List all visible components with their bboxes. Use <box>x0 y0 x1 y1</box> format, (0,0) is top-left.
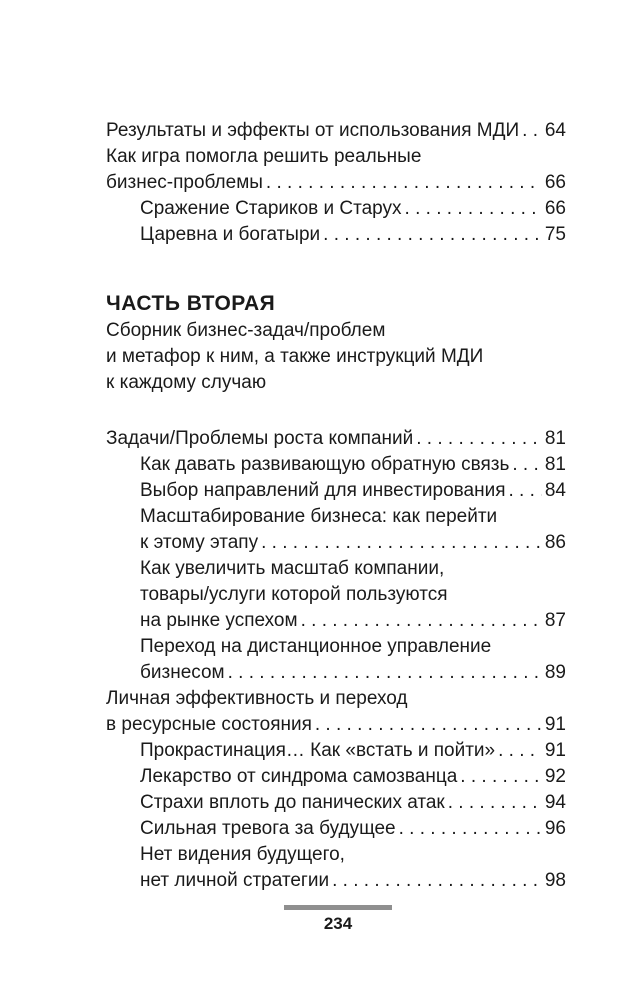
toc-entry[interactable] <box>106 556 566 634</box>
toc-entry-line <box>106 504 566 530</box>
spacer <box>106 396 566 426</box>
toc-entry-title: бизнес-проблемы <box>106 172 263 193</box>
toc-entry-line <box>106 556 566 582</box>
toc-entry-title: Личная эффективность и переход <box>106 688 408 709</box>
dot-leader <box>498 738 542 764</box>
dot-leader <box>448 790 542 816</box>
toc-entry[interactable] <box>106 196 566 222</box>
toc-entry-line <box>106 634 566 660</box>
toc-entry[interactable] <box>106 686 566 738</box>
toc-entry-line <box>106 764 566 790</box>
toc-entry[interactable] <box>106 144 566 196</box>
dot-leader <box>460 764 542 790</box>
toc-entry-line <box>106 478 566 504</box>
toc-page-number: 98 <box>544 870 566 891</box>
dot-leader <box>512 452 541 478</box>
toc-entry-line <box>106 660 566 686</box>
toc-entry-title: нет личной стратегии <box>140 870 330 891</box>
toc-entry-line <box>106 816 566 842</box>
toc-entry-title: бизнесом <box>140 662 225 683</box>
toc-entry-title: Сражение Стариков и Старух <box>140 198 402 219</box>
toc-entry[interactable] <box>106 452 566 478</box>
dot-leader <box>416 426 542 452</box>
toc-page-number: 81 <box>544 428 566 449</box>
toc-page-number: 64 <box>544 120 566 141</box>
toc-entry-title: к этому этапу <box>140 532 259 553</box>
toc-page-number: 66 <box>544 172 566 193</box>
toc-entry[interactable] <box>106 842 566 894</box>
toc-page-number: 91 <box>544 740 566 761</box>
toc-entry-line <box>106 608 566 634</box>
dot-leader <box>323 222 542 248</box>
toc-entry-title: Как игра помогла решить реальные <box>106 146 422 167</box>
page-footer <box>284 905 392 934</box>
page-number: 234 <box>323 914 353 933</box>
toc-entry-line <box>106 582 566 608</box>
toc-page-number: 75 <box>544 224 566 245</box>
toc-entry-title: на рынке успехом <box>140 610 298 631</box>
toc-entry[interactable] <box>106 634 566 686</box>
toc-entry-line <box>106 712 566 738</box>
toc-page-number: 96 <box>544 818 566 839</box>
dot-leader <box>266 170 542 196</box>
toc-section-part-one <box>106 118 566 248</box>
dot-leader <box>315 712 542 738</box>
toc-section-part-two <box>106 426 566 894</box>
toc-entry[interactable] <box>106 790 566 816</box>
toc-page-number: 81 <box>544 454 566 475</box>
toc-entry-title: Результаты и эффекты от использования МДИ <box>106 120 520 141</box>
part-two-heading: ЧАСТЬ ВТОРАЯ <box>106 292 276 315</box>
toc-entry-line <box>106 738 566 764</box>
dot-leader <box>405 196 542 222</box>
toc-page-number: 92 <box>544 766 566 787</box>
part-two-intro <box>106 318 566 396</box>
toc-entry-line <box>106 118 566 144</box>
toc-entry-title: Царевна и богатыри <box>140 224 321 245</box>
toc-entry-line <box>106 868 566 894</box>
part-two-intro-line: к каждому случаю <box>106 372 267 393</box>
dot-leader <box>228 660 542 686</box>
dot-leader <box>399 816 542 842</box>
table-of-contents <box>106 118 566 894</box>
dot-leader <box>509 478 542 504</box>
toc-entry[interactable] <box>106 118 566 144</box>
toc-entry-title: Масштабирование бизнеса: как перейти <box>140 506 498 527</box>
toc-entry[interactable] <box>106 504 566 556</box>
toc-entry-line <box>106 530 566 556</box>
toc-entry-title: в ресурсные состояния <box>106 714 312 735</box>
dot-leader <box>332 868 542 894</box>
toc-page-number: 66 <box>544 198 566 219</box>
toc-entry-title: Задачи/Проблемы роста компаний <box>106 428 414 449</box>
toc-entry-title: Как давать развивающую обратную связь <box>140 454 510 475</box>
toc-entry-line <box>106 790 566 816</box>
toc-entry-title: Переход на дистанционное управление <box>140 636 492 657</box>
toc-page-number: 86 <box>544 532 566 553</box>
toc-page-number: 84 <box>544 480 566 501</box>
toc-entry-line <box>106 842 566 868</box>
dot-leader <box>301 608 542 634</box>
toc-entry-line <box>106 144 566 170</box>
toc-entry[interactable] <box>106 478 566 504</box>
toc-entry[interactable] <box>106 222 566 248</box>
toc-entry-title: Как увеличить масштаб компании, <box>140 558 445 579</box>
toc-entry-title: Нет видения будущего, <box>140 844 345 865</box>
toc-entry-title: Лекарство от синдрома самозванца <box>140 766 458 787</box>
toc-entry[interactable] <box>106 816 566 842</box>
toc-entry[interactable] <box>106 738 566 764</box>
toc-entry[interactable] <box>106 426 566 452</box>
toc-entry-title: Страхи вплоть до панических атак <box>140 792 445 813</box>
toc-entry-line <box>106 452 566 478</box>
footer-rule <box>284 905 392 910</box>
toc-page-number: 89 <box>544 662 566 683</box>
toc-entry-title: Выбор направлений для инвестирования <box>140 480 506 501</box>
toc-entry-title: Прокрастинация… Как «встать и пойти» <box>140 740 496 761</box>
toc-page-number: 87 <box>544 610 566 631</box>
toc-entry-title: Сильная тревога за будущее <box>140 818 396 839</box>
toc-entry-line <box>106 426 566 452</box>
toc-entry-line <box>106 222 566 248</box>
dot-leader <box>522 118 542 144</box>
toc-entry-line <box>106 686 566 712</box>
part-two-intro-line: и метафор к ним, а также инструкций МДИ <box>106 346 484 367</box>
toc-entry-line <box>106 170 566 196</box>
toc-entry-line <box>106 196 566 222</box>
toc-entry-title: товары/услуги которой пользуются <box>140 584 448 605</box>
toc-page-number: 94 <box>544 792 566 813</box>
part-two-intro-line: Сборник бизнес-задач/проблем <box>106 320 386 341</box>
toc-entry[interactable] <box>106 764 566 790</box>
dot-leader <box>261 530 542 556</box>
toc-page-number: 91 <box>544 714 566 735</box>
